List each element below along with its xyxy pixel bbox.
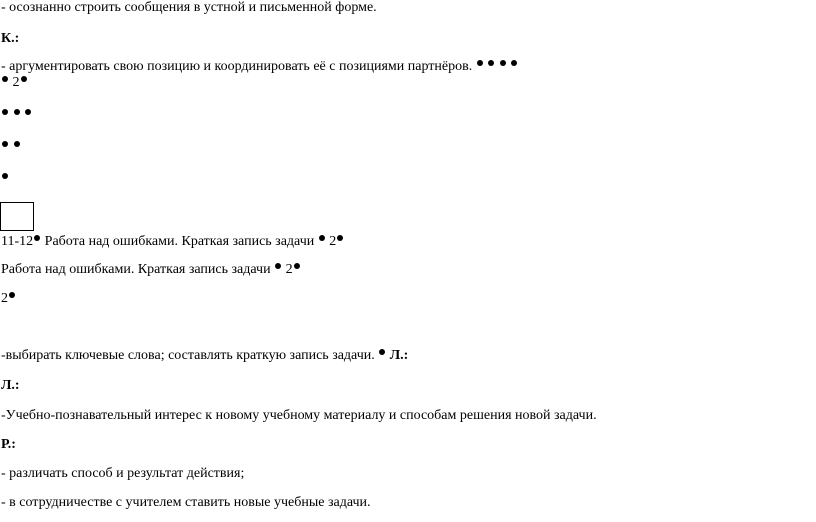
bullet-dot-icon xyxy=(25,109,31,115)
heading-k xyxy=(1,31,19,47)
row-11-12 xyxy=(1,234,344,250)
heading-k-text: К.: xyxy=(1,31,20,46)
bullet-dot-icon xyxy=(477,60,483,66)
bullet-dot-icon xyxy=(21,76,27,82)
distinguish-text: - различать способ и результат действия; xyxy=(1,466,245,481)
bullet-dot-icon xyxy=(500,60,506,66)
bullet-dot-icon xyxy=(2,76,8,82)
bullet-dot-icon xyxy=(511,60,517,66)
empty-box xyxy=(0,202,34,231)
num-2-b: 2 xyxy=(1,291,8,306)
argue-text: - аргументировать свою позицию и координировать её с позициями партнёров. xyxy=(1,59,473,74)
row-11-12-prefix: 11-12 xyxy=(1,234,34,249)
heading-l-inline: Л.: xyxy=(389,348,409,363)
text-line-cooperate xyxy=(1,495,371,511)
bullet-dot-icon xyxy=(2,173,8,179)
dot-row-three xyxy=(1,108,32,124)
bullet-dot-icon xyxy=(294,263,300,269)
num-2-a: 2 xyxy=(12,75,20,90)
bullet-dot-icon xyxy=(14,141,20,147)
bullet-dot-icon xyxy=(337,235,343,241)
row-2 xyxy=(1,291,16,307)
row-11-12-suffix: 2 xyxy=(329,234,337,249)
bullet-dot-icon xyxy=(2,109,8,115)
heading-r-text: Р.: xyxy=(1,437,16,452)
text-line-interest xyxy=(1,408,597,424)
row-work xyxy=(1,262,301,278)
dot-row-one xyxy=(1,172,9,188)
row-work-suffix: 2 xyxy=(285,262,293,277)
row-11-12-text: Работа над ошибками. Краткая запись задачи xyxy=(44,234,315,249)
bullet-dot-icon xyxy=(14,109,20,115)
text-line-argue xyxy=(1,59,518,75)
bullet-dot-icon xyxy=(2,141,8,147)
bullet-dot-icon xyxy=(319,235,325,241)
text-line-distinguish xyxy=(1,466,244,482)
bullet-dot-icon xyxy=(9,292,15,298)
dot-row-2 xyxy=(1,75,28,91)
bullet-dot-icon xyxy=(275,263,281,269)
row-work-text: Работа над ошибками. Краткая запись задачи xyxy=(1,262,271,277)
interest-text: -Учебно-познавательный интерес к новому учебному материалу и способам решения новой задачи. xyxy=(1,408,597,423)
bullet-dot-icon xyxy=(379,349,385,355)
heading-l-text: Л.: xyxy=(1,378,20,393)
bullet-dot-icon xyxy=(488,60,494,66)
bullet-dot-icon xyxy=(34,235,40,241)
heading-r xyxy=(1,437,16,453)
heading-l xyxy=(1,378,20,394)
text-line-conscious xyxy=(1,0,377,16)
cooperate-text: - в сотрудничестве с учителем ставить новые учебные задачи. xyxy=(1,495,371,510)
line1-text: - осознанно строить сообщения в устной и письменной форме. xyxy=(1,0,377,15)
dot-row-two xyxy=(1,140,21,156)
text-line-keywords xyxy=(1,348,408,364)
keywords-text: -выбирать ключевые слова; составлять краткую запись задачи. xyxy=(1,348,375,363)
